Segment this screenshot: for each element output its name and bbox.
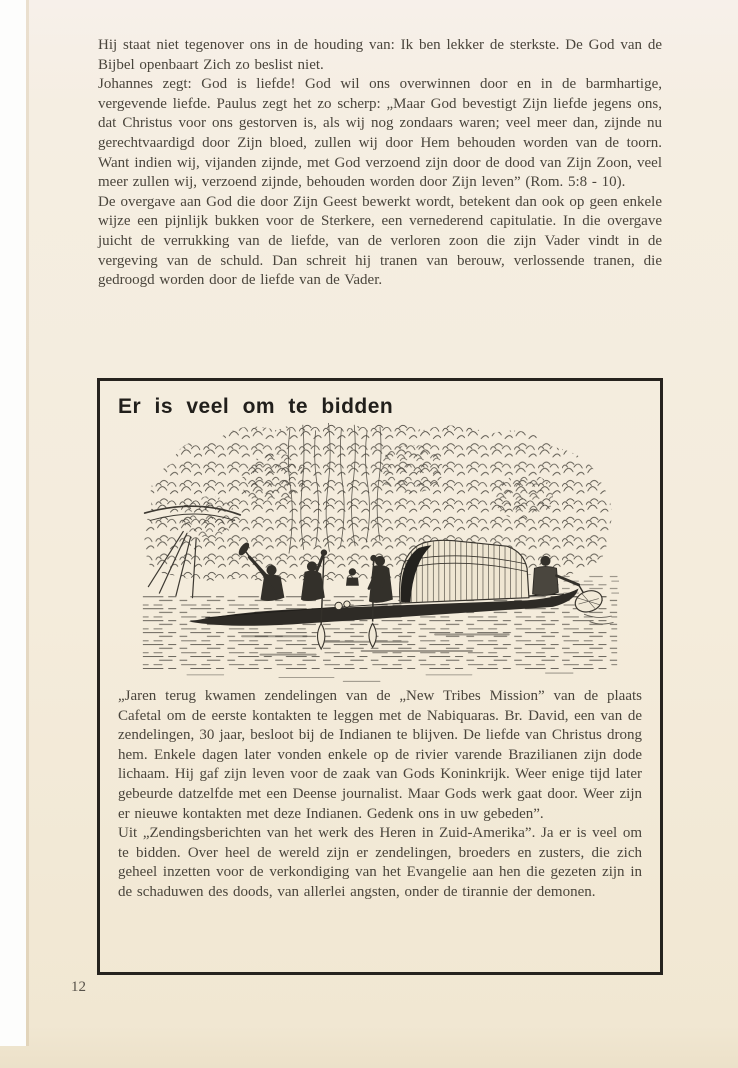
box-paragraph: „Jaren terug kwamen zendelingen van de „New Tribes Mission” van de plaats Cafetal om de eerste kontakten te leggen met de Nabiquaras. Br. David, een van de zendelingen, 30 jaar, besloot bij de Indianen te blijven. De liefde van Christus drong hem. Enkele dagen later vonden enkele op de rivier varende Brazilianen zijn dode lichaam. Hij gaf zijn leven voor de zaak van Gods Koninkrijk. Weer enige tijd later gebeurde datzelfde met een Deense journalist. Maar Gods werk gaat door. Weer zijn er nieuwe kontakten met deze Indianen. Gedenk ons in uw gebeden”. xyxy=(118,688,642,822)
body-text xyxy=(98,36,662,291)
paragraph: De overgave aan God die door Zijn Geest bewerkt wordt, betekent dan ook op geen enkele wijze een pijnlijk bukken voor de Sterkere, een vernederend capitulatie. In die overgave juicht de verrukking van de liefde, van de verloren zoon die zijn Vader vindt in de vergeving van de schuld. Dan schreit hij tranen van berouw, verlossende tranen, die gedroogd worden door de liefde van de Vader. xyxy=(98,193,662,289)
paragraph: Johannes zegt: God is liefde! God wil ons overwinnen door en in de barmhartige, vergevende liefde. Paulus zegt het zo scherp: „Maar God bevestigt Zijn liefde jegens ons, dat Christus voor ons gestorven is, als wij nog zondaars waren; veel meer dan, zijnde nu gerechtvaardigd door Zijn bloed, zullen wij door Hem behouden worden van de toorn. Want indien wij, vijanden zijnde, met God verzoend zijn door de dood van Zijn Zoon, veel meer zullen wij, verzoend zijnde, behouden worden door Zijn leven” (Rom. 5:8 - 10). xyxy=(98,76,662,191)
page-left-edge xyxy=(0,0,26,1046)
mission-box xyxy=(97,378,663,975)
page-edge-shadow xyxy=(26,0,29,1046)
canopy xyxy=(398,539,529,603)
box-paragraph: Uit „Zendingsberichten van het werk des Heren in Zuid-Amerika”. Ja er is veel om te bidden. Over heel de wereld zijn er zendelingen, broeders en zusters, die zich geheel inzetten voor de verkondiging van het Evangelie aan hen die gezeten zijn in de schaduwen des doods, van allerlei angsten, onder de tirannie der demonen. xyxy=(118,825,642,900)
canoe-illustration xyxy=(118,423,642,685)
page-number: 12 xyxy=(71,979,86,995)
paragraph: Hij staat niet tegenover ons in de houding van: Ik ben lekker de sterkste. De God van de Bijbel openbaart Zich zo beslist niet. xyxy=(98,37,662,73)
box-text xyxy=(118,687,642,903)
box-title: Er is veel om te bidden xyxy=(118,395,394,418)
